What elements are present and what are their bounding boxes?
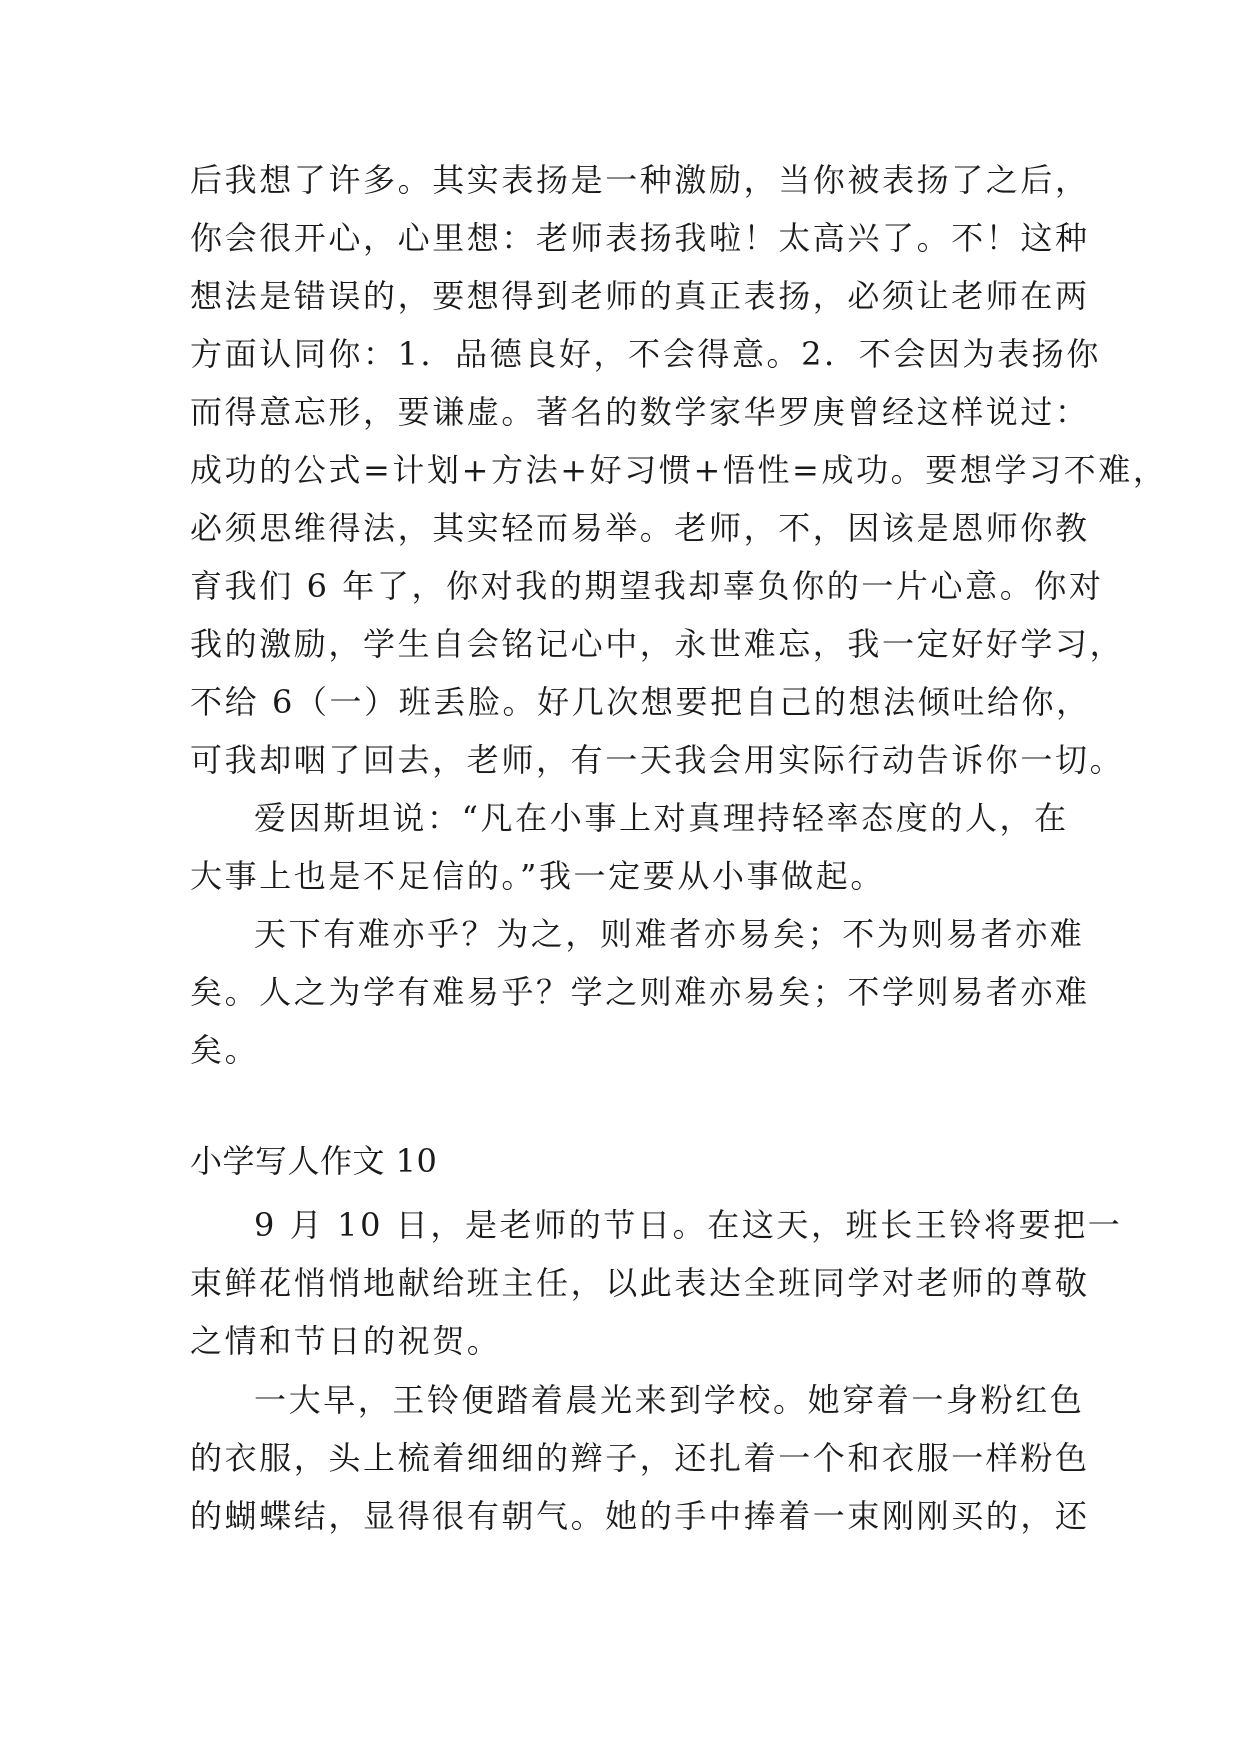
- text-line: 矣。人之为学有难易乎？学之则难亦易矣；不学则易者亦难: [190, 973, 1090, 1011]
- text-line: 你会很开心，心里想：老师表扬我啦！太高兴了。不！这种: [190, 219, 1090, 257]
- text-line: 矣。: [190, 1031, 260, 1069]
- section-title: 小学写人作文 10: [190, 1142, 438, 1180]
- text-line: 成功的公式=计划+方法+好习惯+悟性=成功。要想学习不难，: [190, 451, 1168, 489]
- text-line: 后我想了许多。其实表扬是一种激励，当你被表扬了之后，: [190, 161, 1090, 199]
- text-line: 大事上也是不足信的。”我一定要从小事做起。: [190, 857, 885, 895]
- text-line: 的衣服，头上梳着细细的辫子，还扎着一个和衣服一样粉色: [190, 1439, 1090, 1477]
- text-line: 不给 6（一）班丢脸。好几次想要把自己的想法倾吐给你，: [190, 683, 1091, 721]
- text-line: 天下有难亦乎？为之，则难者亦易矣；不为则易者亦难: [254, 915, 1085, 953]
- text-line: 我的激励，学生自会铭记心中，永世难忘，我一定好好学习，: [190, 625, 1125, 663]
- text-line: 一大早，王铃便踏着晨光来到学校。她穿着一身粉红色: [254, 1381, 1085, 1419]
- text-line: 方面认同你：1．品德良好，不会得意。2．不会因为表扬你: [190, 335, 1101, 373]
- text-line: 可我却咽了回去，老师，有一天我会用实际行动告诉你一切。: [190, 741, 1125, 779]
- text-line: 9 月 10 日，是老师的节日。在这天，班长王铃将要把一: [254, 1206, 1123, 1244]
- text-line: 爱因斯坦说：“凡在小事上对真理持轻率态度的人，在: [254, 799, 1069, 837]
- text-line: 育我们 6 年了，你对我的期望我却辜负你的一片心意。你对: [190, 567, 1104, 605]
- text-line: 的蝴蝶结，显得很有朝气。她的手中捧着一束刚刚买的，还: [190, 1497, 1090, 1535]
- text-line: 必须思维得法，其实轻而易举。老师，不，因该是恩师你教: [190, 509, 1090, 547]
- text-line: 想法是错误的，要想得到老师的真正表扬，必须让老师在两: [190, 277, 1090, 315]
- text-line: 之情和节日的祝贺。: [190, 1322, 502, 1360]
- text-line: 而得意忘形，要谦虚。著名的数学家华罗庚曾经这样说过：: [190, 393, 1090, 431]
- text-line: 束鲜花悄悄地献给班主任，以此表达全班同学对老师的尊敬: [190, 1264, 1090, 1302]
